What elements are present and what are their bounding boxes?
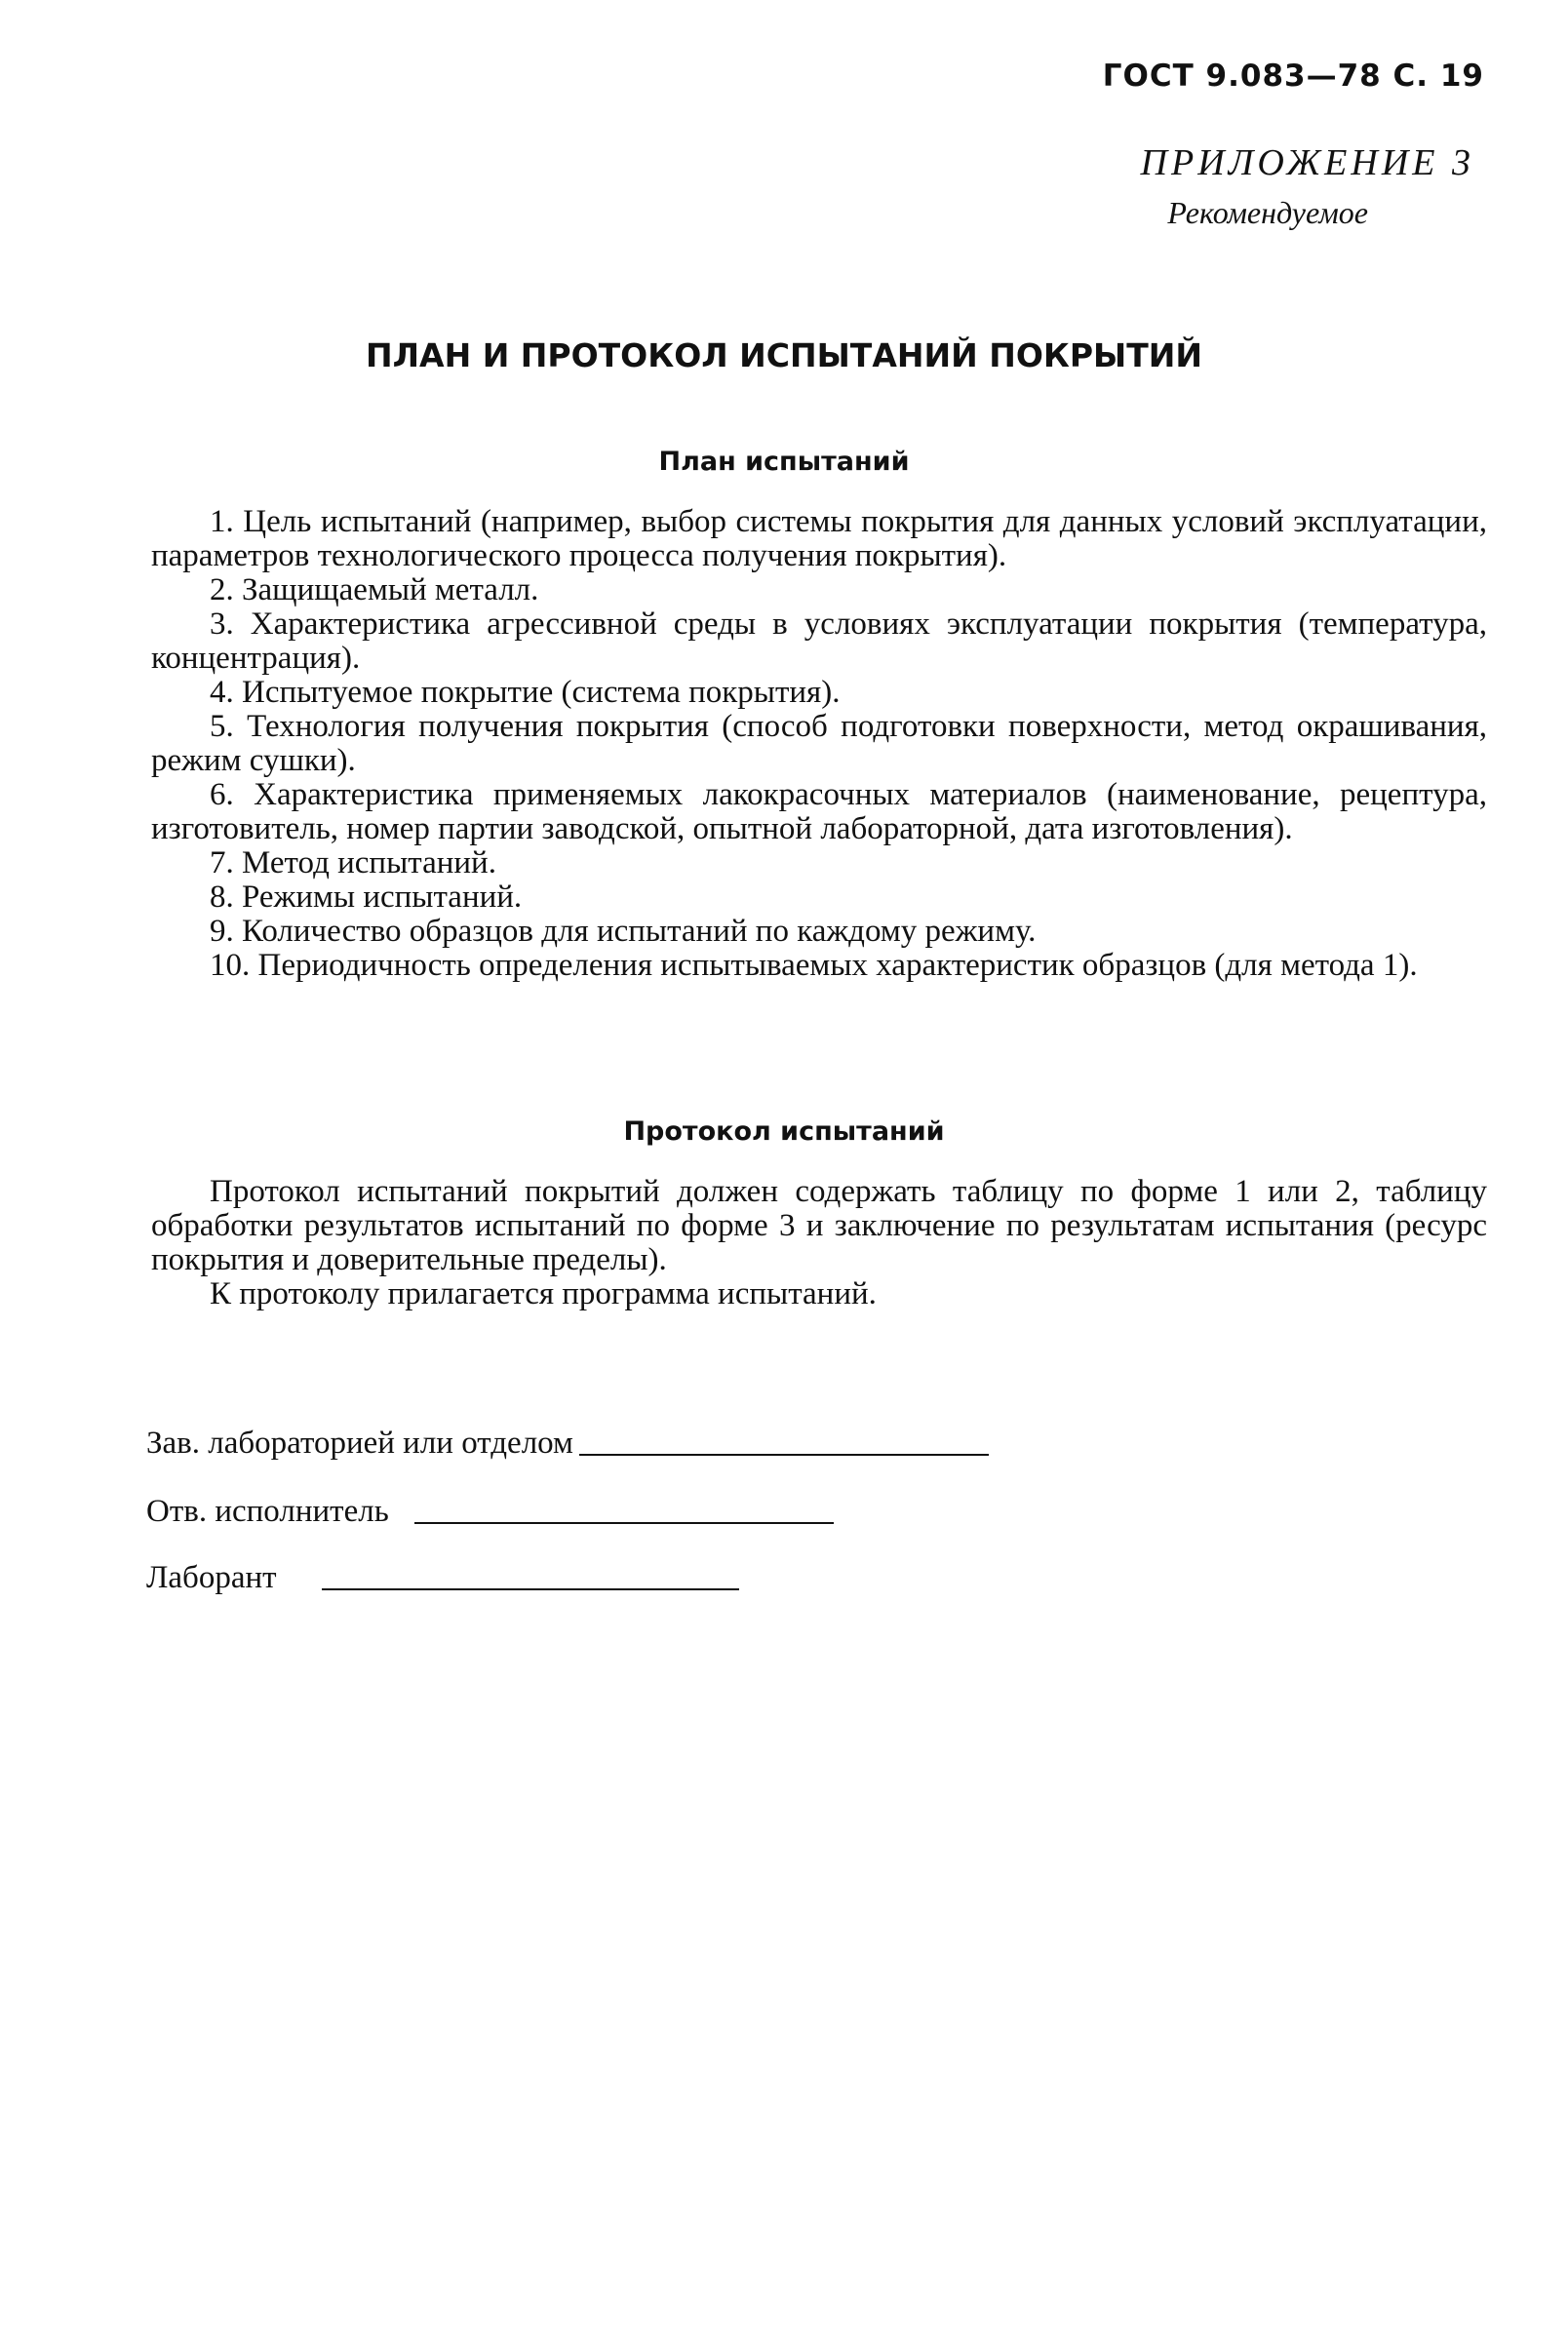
signature-label: Лаборант: [146, 1560, 277, 1595]
list-item: 3. Характеристика агрессивной среды в условиях эксплуатации покрытия (температура, концентрация).: [151, 606, 1487, 676]
list-item: 6. Характеристика применяемых лакокрасочных материалов (наименование, рецептура, изготовитель, номер партии заводской, опытной лабораторной, дата изготовления).: [151, 777, 1487, 846]
page-title: ПЛАН И ПРОТОКОЛ ИСПЫТАНИЙ ПОКРЫТИЙ: [366, 336, 1202, 374]
signature-label: Зав. лабораторией или отделом: [146, 1426, 573, 1461]
list-item: 10. Периодичность определения испытываемых характеристик образцов (для метода 1).: [210, 948, 1418, 983]
signature-executor: [146, 1494, 834, 1530]
list-item: 7. Метод испытаний.: [210, 845, 496, 880]
appendix-title: ПРИЛОЖЕНИЕ 3: [1140, 142, 1474, 183]
list-item: 5. Технология получения покрытия (способ подготовки поверхности, метод окрашивания, режим сушки).: [151, 709, 1487, 778]
protocol-paragraph: Протокол испытаний покрытий должен содержать таблицу по форме 1 или 2, таблицу обработки результатов испытаний по форме 3 и заключение по результатам испытания (ресурс покрытия и доверительные пределы).: [151, 1174, 1487, 1277]
list-item: 4. Испытуемое покрытие (система покрытия).: [210, 675, 841, 710]
protocol-body: [151, 1175, 1487, 1311]
list-item: 9. Количество образцов для испытаний по каждому режиму.: [210, 914, 1037, 949]
signature-line: [414, 1522, 834, 1524]
protocol-heading: Протокол испытаний: [623, 1116, 945, 1147]
plan-heading: План испытаний: [658, 447, 910, 477]
signature-assistant: [146, 1560, 739, 1596]
appendix-status: Рекомендуемое: [1167, 195, 1368, 230]
signature-line: [579, 1454, 989, 1456]
plan-list: [151, 505, 1487, 983]
standard-reference: ГОСТ 9.083—78 С. 19: [1102, 59, 1484, 94]
list-item: 1. Цель испытаний (например, выбор системы покрытия для данных условий эксплуатации, параметров технологического процесса получения покрытия).: [151, 504, 1487, 573]
list-item: 8. Режимы испытаний.: [210, 880, 523, 915]
signature-label: Отв. исполнитель: [146, 1494, 389, 1529]
list-item: 2. Защищаемый металл.: [210, 572, 539, 607]
signature-line: [322, 1588, 739, 1590]
signature-head: [146, 1426, 989, 1462]
protocol-paragraph: К протоколу прилагается программа испытаний.: [210, 1276, 877, 1311]
